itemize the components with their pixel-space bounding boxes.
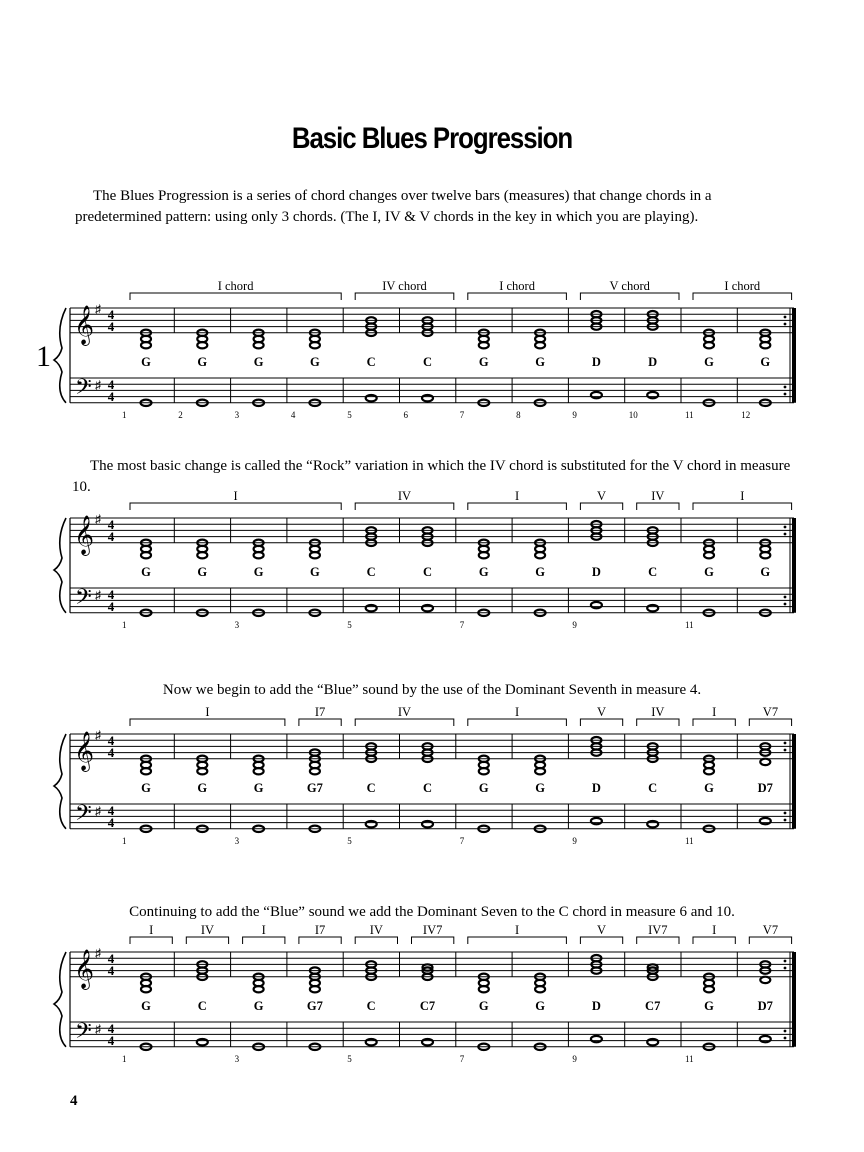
chord-label-11: G xyxy=(704,355,714,369)
chord-label-4: G7 xyxy=(306,999,323,1013)
time-signature-digit: 4 xyxy=(107,815,115,830)
bracket-line-3 xyxy=(580,293,679,300)
bracket-label-1: IV xyxy=(200,924,215,937)
chord-label-3: G xyxy=(253,999,264,1013)
bracket-label-8: IV7 xyxy=(648,924,668,937)
bass-whole-note xyxy=(366,821,377,827)
whole-note xyxy=(760,342,770,348)
measure-number-9: 9 xyxy=(572,1054,577,1064)
continuing-paragraph: Continuing to add the “Blue” sound we add the Dominant Seven to the C chord in measure 6 and 10. xyxy=(129,904,735,920)
chord-label-6: C xyxy=(422,781,433,795)
page-number: 4 xyxy=(70,1093,78,1109)
bracket-line-2 xyxy=(468,293,567,300)
bass-whole-note xyxy=(591,602,602,608)
bass-whole-note xyxy=(422,605,433,611)
whole-note xyxy=(141,986,151,992)
measure-number-10: 10 xyxy=(628,410,638,420)
repeat-dot xyxy=(784,386,787,389)
bracket-line-2 xyxy=(355,719,454,726)
bracket-label-0: I xyxy=(149,924,154,937)
whole-note xyxy=(760,977,770,983)
chord-label-5: C xyxy=(366,781,376,795)
whole-note xyxy=(704,552,714,558)
chord-label-9: D xyxy=(591,565,601,579)
measure-number-5: 5 xyxy=(347,1054,352,1064)
whole-note xyxy=(141,552,151,558)
bass-whole-note xyxy=(591,1036,602,1042)
chord-label-5: C xyxy=(366,355,376,369)
bracket-line-4 xyxy=(637,503,679,510)
measure-number-7: 7 xyxy=(459,836,465,846)
bracket-line-3 xyxy=(468,719,567,726)
measure-number-2: 2 xyxy=(178,410,183,420)
chord-label-7: G xyxy=(478,355,489,369)
bracket-line-4 xyxy=(580,719,622,726)
chord-label-6: C7 xyxy=(419,999,436,1013)
key-sharp-icon: ♯ xyxy=(95,1022,101,1036)
treble-clef-icon: 𝄞 xyxy=(74,307,95,344)
bass-whole-note xyxy=(366,395,377,401)
chord-label-12: D7 xyxy=(757,999,773,1013)
bracket-label-1: IV xyxy=(397,490,412,503)
bracket-line-7 xyxy=(749,719,791,726)
rock-variation-paragraph: The most basic change is called the “Rock” variation in which the IV chord is substituted for the V chord in measure 10. xyxy=(72,458,791,495)
time-signature-digit: 4 xyxy=(107,529,115,544)
key-sharp-icon: ♯ xyxy=(95,946,101,960)
chord-label-9: D xyxy=(591,355,601,369)
intro-paragraph: The Blues Progression is a series of chord changes over twelve bars (measures) that change chords in a predetermined pattern: using only 3 chords. (The I, IV & V chords in the key in which you are playing). xyxy=(75,188,712,225)
bracket-label-9: I xyxy=(712,924,717,937)
bracket-label-5: I xyxy=(740,490,745,503)
chord-label-8: G xyxy=(535,565,545,579)
bass-whole-note xyxy=(422,1039,433,1045)
bracket-line-9 xyxy=(693,937,735,944)
chord-label-2: G xyxy=(197,781,208,795)
chord-label-10: C xyxy=(648,781,658,795)
bracket-label-3: I xyxy=(515,706,520,719)
whole-note xyxy=(141,768,151,774)
chord-label-6: C xyxy=(422,355,433,369)
bass-whole-note xyxy=(760,1036,771,1042)
whole-note xyxy=(760,759,770,765)
bracket-line-4 xyxy=(693,293,792,300)
grand-staff-brace xyxy=(54,518,66,613)
bracket-label-1: IV chord xyxy=(382,280,427,293)
measure-number-11: 11 xyxy=(685,1054,694,1064)
whole-note xyxy=(310,986,320,992)
time-signature-digit: 4 xyxy=(107,319,115,334)
chord-label-8: G xyxy=(535,999,545,1013)
bracket-line-1 xyxy=(186,937,228,944)
whole-note xyxy=(310,768,320,774)
bracket-line-1 xyxy=(355,293,454,300)
grand-staff-brace xyxy=(54,308,66,403)
measure-number-5: 5 xyxy=(347,410,352,420)
repeat-dot xyxy=(784,967,787,970)
dominant-seventh-paragraph: Now we begin to add the “Blue” sound by the use of the Dominant Seventh in measure 4. xyxy=(162,682,702,698)
chord-label-7: G xyxy=(478,565,489,579)
measure-number-11: 11 xyxy=(685,410,694,420)
bracket-label-2: I chord xyxy=(499,280,535,293)
bracket-label-0: I chord xyxy=(217,280,254,293)
chord-label-3: G xyxy=(253,565,264,579)
time-signature-digit: 4 xyxy=(107,803,115,818)
chord-label-9: D xyxy=(591,781,601,795)
bracket-line-4 xyxy=(355,937,397,944)
chord-label-2: C xyxy=(197,999,207,1013)
chord-label-4: G xyxy=(310,565,320,579)
repeat-dot xyxy=(784,960,787,963)
chord-label-2: G xyxy=(197,565,208,579)
measure-number-5: 5 xyxy=(347,836,352,846)
whole-note xyxy=(479,986,489,992)
bracket-line-1 xyxy=(299,719,341,726)
bass-whole-note xyxy=(760,818,771,824)
repeat-dot xyxy=(784,533,787,536)
bracket-label-4: IV xyxy=(369,924,383,937)
bracket-line-0 xyxy=(130,293,341,300)
measure-number-11: 11 xyxy=(685,620,694,630)
whole-note xyxy=(704,342,714,348)
bracket-label-10: V7 xyxy=(762,924,779,937)
measure-number-7: 7 xyxy=(459,620,465,630)
bass-whole-note xyxy=(366,1039,377,1045)
chord-label-10: C7 xyxy=(645,999,661,1013)
bass-clef-icon: 𝄢 xyxy=(75,375,92,404)
bracket-line-0 xyxy=(130,503,341,510)
time-signature-digit: 4 xyxy=(107,745,115,760)
chord-label-8: G xyxy=(535,355,545,369)
bass-whole-note xyxy=(591,392,602,398)
bracket-line-7 xyxy=(580,937,622,944)
treble-clef-icon: 𝄞 xyxy=(74,951,95,988)
whole-note xyxy=(254,552,264,558)
measure-number-4: 4 xyxy=(290,410,296,420)
key-sharp-icon: ♯ xyxy=(95,728,101,742)
staff-system-3-svg xyxy=(0,706,864,856)
measure-number-9: 9 xyxy=(572,620,577,630)
time-signature-digit: 4 xyxy=(107,599,115,614)
staff-system-1-svg xyxy=(0,280,864,430)
repeat-dot xyxy=(784,1037,787,1040)
bracket-line-10 xyxy=(749,937,791,944)
time-signature-digit: 4 xyxy=(107,517,115,532)
repeat-dot xyxy=(784,812,787,815)
key-sharp-icon: ♯ xyxy=(95,302,101,316)
bracket-label-2: I xyxy=(515,490,520,503)
bracket-line-3 xyxy=(580,503,622,510)
bass-whole-note xyxy=(591,818,602,824)
chord-label-5: C xyxy=(366,999,376,1013)
repeat-dot xyxy=(784,323,787,326)
measure-number-3: 3 xyxy=(234,836,240,846)
time-signature-digit: 4 xyxy=(107,963,115,978)
bracket-label-2: IV xyxy=(397,706,412,719)
chord-label-12: G xyxy=(760,355,771,369)
repeat-dot xyxy=(784,1030,787,1033)
time-signature-digit: 4 xyxy=(107,389,115,404)
time-signature-digit: 4 xyxy=(107,307,115,322)
bass-whole-note xyxy=(647,605,658,611)
chord-label-1: G xyxy=(141,999,151,1013)
bracket-line-8 xyxy=(637,937,679,944)
chord-label-7: G xyxy=(478,999,489,1013)
bracket-label-4: IV xyxy=(651,490,665,503)
key-sharp-icon: ♯ xyxy=(95,588,101,602)
bracket-label-1: I7 xyxy=(314,706,326,719)
staff-system-4-svg xyxy=(0,924,864,1074)
chord-label-4: G7 xyxy=(306,781,323,795)
whole-note xyxy=(535,552,545,558)
bracket-line-1 xyxy=(355,503,454,510)
key-sharp-icon: ♯ xyxy=(95,378,101,392)
time-signature-digit: 4 xyxy=(107,733,115,748)
time-signature-digit: 4 xyxy=(107,1021,115,1036)
bracket-label-4: I chord xyxy=(724,280,761,293)
chord-label-10: D xyxy=(648,355,658,369)
chord-label-7: G xyxy=(478,781,489,795)
key-sharp-icon: ♯ xyxy=(95,512,101,526)
chord-label-8: G xyxy=(535,781,545,795)
chord-label-9: D xyxy=(591,999,601,1013)
time-signature-digit: 4 xyxy=(107,951,115,966)
bracket-line-5 xyxy=(637,719,679,726)
measure-number-7: 7 xyxy=(459,410,465,420)
chord-label-1: G xyxy=(141,355,151,369)
whole-note xyxy=(704,986,714,992)
chord-label-4: G xyxy=(310,355,320,369)
staff-system-1 xyxy=(0,280,864,430)
measure-number-9: 9 xyxy=(572,410,577,420)
bracket-line-5 xyxy=(412,937,454,944)
key-sharp-icon: ♯ xyxy=(95,804,101,818)
measure-number-1: 1 xyxy=(122,1054,127,1064)
whole-note xyxy=(479,342,489,348)
measure-number-1: 1 xyxy=(122,836,127,846)
bass-whole-note xyxy=(197,1039,208,1045)
bracket-label-3: V xyxy=(597,490,607,503)
bracket-label-7: V xyxy=(597,924,607,937)
repeat-dot xyxy=(784,596,787,599)
measure-number-7: 7 xyxy=(459,1054,465,1064)
measure-number-3: 3 xyxy=(234,1054,240,1064)
bracket-label-0: I xyxy=(233,490,238,503)
chord-label-3: G xyxy=(253,781,264,795)
bracket-line-6 xyxy=(693,719,735,726)
repeat-dot xyxy=(784,393,787,396)
time-signature-digit: 4 xyxy=(107,1033,115,1048)
repeat-dot xyxy=(784,526,787,529)
system-number: 1 xyxy=(36,340,51,373)
bracket-label-5: IV7 xyxy=(422,924,443,937)
bracket-line-3 xyxy=(299,937,341,944)
chord-label-1: G xyxy=(141,565,151,579)
bracket-line-5 xyxy=(693,503,792,510)
bass-clef-icon: 𝄢 xyxy=(75,585,92,614)
whole-note xyxy=(254,342,264,348)
chord-label-12: D7 xyxy=(757,781,773,795)
grand-staff-brace xyxy=(54,734,66,829)
measure-number-5: 5 xyxy=(347,620,352,630)
chord-label-5: C xyxy=(366,565,376,579)
page-title: Basic Blues Progression xyxy=(291,122,573,155)
bracket-label-2: I xyxy=(261,924,266,937)
bass-clef-icon: 𝄢 xyxy=(75,801,92,830)
whole-note xyxy=(704,768,714,774)
bracket-label-7: V7 xyxy=(762,706,779,719)
bracket-line-6 xyxy=(468,937,567,944)
whole-note xyxy=(197,342,207,348)
whole-note xyxy=(254,986,264,992)
chord-label-10: C xyxy=(648,565,658,579)
whole-note xyxy=(479,768,489,774)
measure-number-6: 6 xyxy=(403,410,408,420)
chord-label-12: G xyxy=(760,565,771,579)
measure-number-11: 11 xyxy=(685,836,694,846)
bracket-label-6: I xyxy=(712,706,717,719)
time-signature-digit: 4 xyxy=(107,587,115,602)
whole-note xyxy=(535,986,545,992)
bass-whole-note xyxy=(422,395,433,401)
bass-whole-note xyxy=(366,605,377,611)
bracket-line-0 xyxy=(130,937,172,944)
repeat-dot xyxy=(784,742,787,745)
staff-system-3 xyxy=(0,706,864,856)
bass-whole-note xyxy=(647,392,658,398)
measure-number-12: 12 xyxy=(741,410,751,420)
bracket-label-6: I xyxy=(515,924,520,937)
chord-label-11: G xyxy=(704,999,714,1013)
whole-note xyxy=(479,552,489,558)
whole-note xyxy=(310,552,320,558)
whole-note xyxy=(535,768,545,774)
repeat-dot xyxy=(784,603,787,606)
treble-clef-icon: 𝄞 xyxy=(74,733,95,770)
whole-note xyxy=(310,342,320,348)
measure-number-8: 8 xyxy=(516,410,521,420)
chord-label-1: G xyxy=(141,781,151,795)
whole-note xyxy=(254,768,264,774)
bracket-line-2 xyxy=(468,503,567,510)
whole-note xyxy=(197,552,207,558)
measure-number-3: 3 xyxy=(234,410,240,420)
chord-label-2: G xyxy=(197,355,208,369)
chord-label-11: G xyxy=(704,565,714,579)
measure-number-9: 9 xyxy=(572,836,577,846)
bracket-label-4: V xyxy=(597,706,607,719)
staff-system-2-svg xyxy=(0,490,864,640)
chord-label-3: G xyxy=(253,355,264,369)
whole-note xyxy=(141,342,151,348)
repeat-dot xyxy=(784,749,787,752)
staff-system-2 xyxy=(0,490,864,640)
staff-system-4 xyxy=(0,924,864,1074)
treble-clef-icon: 𝄞 xyxy=(74,517,95,554)
bass-whole-note xyxy=(422,821,433,827)
bracket-label-3: V chord xyxy=(609,280,650,293)
bracket-line-2 xyxy=(243,937,285,944)
bass-clef-icon: 𝄢 xyxy=(75,1019,92,1048)
chord-label-6: C xyxy=(422,565,433,579)
bracket-label-3: I7 xyxy=(314,924,326,937)
measure-number-3: 3 xyxy=(234,620,240,630)
whole-note xyxy=(760,552,770,558)
measure-number-1: 1 xyxy=(122,410,127,420)
repeat-dot xyxy=(784,316,787,319)
measure-number-1: 1 xyxy=(122,620,127,630)
time-signature-digit: 4 xyxy=(107,377,115,392)
chord-label-11: G xyxy=(704,781,714,795)
bass-whole-note xyxy=(647,821,658,827)
bracket-label-5: IV xyxy=(651,706,665,719)
grand-staff-brace xyxy=(54,952,66,1047)
whole-note xyxy=(535,342,545,348)
bracket-line-0 xyxy=(130,719,285,726)
repeat-dot xyxy=(784,819,787,822)
whole-note xyxy=(197,768,207,774)
bracket-label-0: I xyxy=(205,706,210,719)
bass-whole-note xyxy=(647,1039,658,1045)
